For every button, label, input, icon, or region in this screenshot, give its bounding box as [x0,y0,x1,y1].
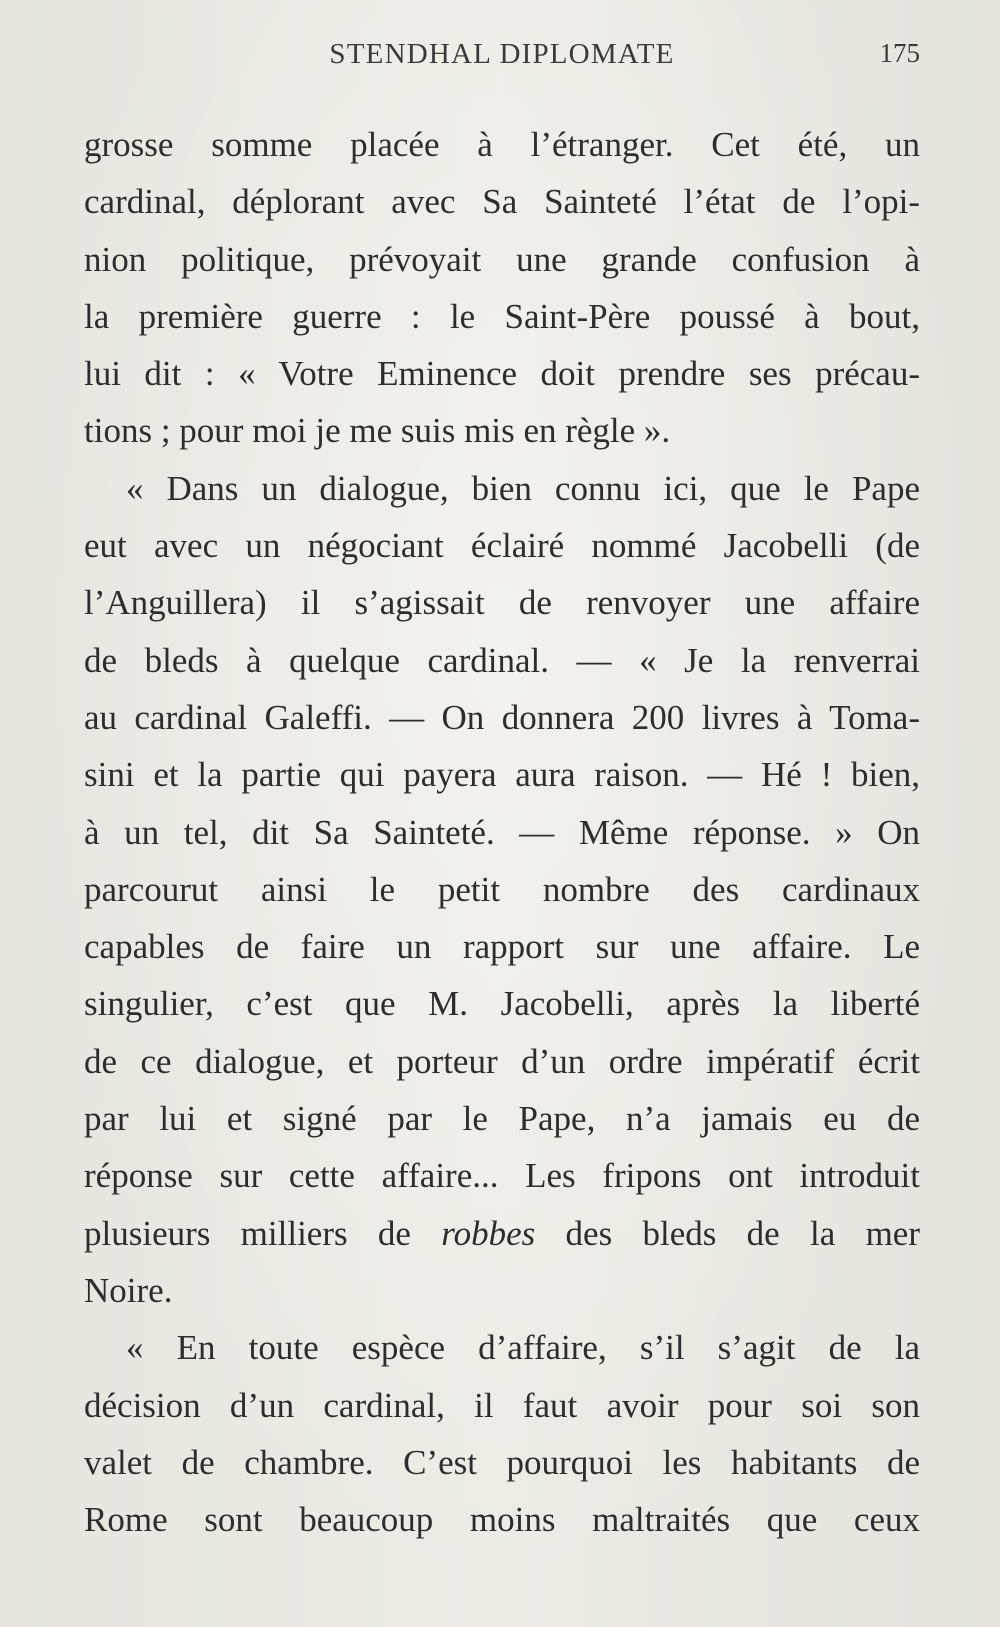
text-line: capables de faire un rapport sur une affaire. Le [84,927,920,967]
text-line: de bleds à quelque cardinal. — « Je la renverrai [84,640,920,680]
text-line: de ce dialogue, et porteur d’un ordre impératif écrit [84,1041,920,1081]
text-line: la première guerre : le Saint-Père poussé à bout, [84,296,920,336]
text-line-mixed [84,1205,920,1262]
text-line: singulier, c’est que M. Jacobelli, après la liberté [84,984,920,1024]
text-line: parcourut ainsi le petit nombre des cardinaux [84,869,920,909]
text-line: grosse somme placée à l’étranger. Cet été, un [84,125,920,164]
text-segment: plusieurs milliers de [84,1213,442,1253]
italic-word: robbes [441,1213,536,1253]
text-line: cardinal, déplorant avec Sa Sainteté l’état de l’opi- [84,182,920,222]
page-header [84,38,920,78]
text-line: sini et la partie qui payera aura raison. — Hé ! bien, [84,755,920,795]
text-segment: des bleds de la mer [535,1213,920,1253]
text-line: Noire. [84,1270,173,1310]
text-line: l’Anguillera) il s’agissait de renvoyer une affaire [84,583,920,623]
text-line: au cardinal Galeffi. — On donnera 200 livres à Toma- [84,697,920,737]
text-line: valet de chambre. C’est pourquoi les habitants de [84,1442,920,1482]
text-line: « En toute espèce d’affaire, s’il s’agit de la [126,1328,920,1368]
text-line: nion politique, prévoyait une grande confusion à [84,239,920,279]
text-line: Rome sont beaucoup moins maltraités que ceux [84,1500,920,1540]
text-line: eut avec un négociant éclairé nommé Jacobelli (de [84,526,920,566]
text-line: tions ; pour moi je me suis mis en règle ». [84,411,671,451]
page-number: 175 [879,38,920,68]
text-line: à un tel, dit Sa Sainteté. — Même réponse. » On [84,812,920,852]
text-line: par lui et signé par le Pape, n’a jamais eu de [84,1099,920,1139]
running-title: STENDHAL DIPLOMATE [329,38,675,70]
text-line: réponse sur cette affaire... Les fripons ont introduit [84,1156,920,1196]
body-text [84,116,920,1548]
text-line: décision d’un cardinal, il faut avoir pour soi son [84,1385,920,1425]
text-line: « Dans un dialogue, bien connu ici, que le Pape [126,468,920,508]
text-line: lui dit : « Votre Eminence doit prendre ses précau- [84,354,920,394]
